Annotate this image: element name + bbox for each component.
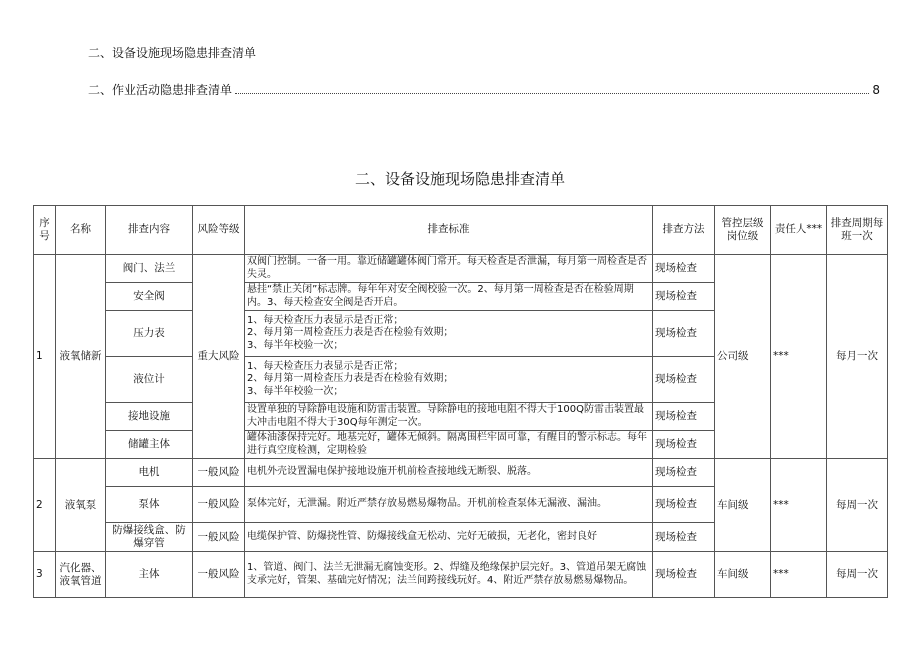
cell-name: 汽化器、液氧管道	[56, 552, 106, 598]
cell-risk: 一般风险	[193, 523, 245, 552]
cell-cycle: 每月一次	[827, 255, 888, 459]
cell-control: 车间级	[715, 552, 771, 598]
cell-content: 泵体	[106, 487, 193, 523]
header-cycle: 排查周期每班一次	[827, 206, 888, 255]
cell-method: 现场检查	[653, 311, 715, 357]
cell-control: 车间级	[715, 459, 771, 552]
toc-entry-label: 二、作业活动隐患排查清单	[88, 83, 233, 97]
cell-risk: 重大风险	[193, 255, 245, 459]
cell-standard: 双阀门控制。一备一用。靠近储罐罐体阀门常开。每天检查是否泄漏，每月第一周检查是否失灵。	[245, 255, 653, 283]
section-title: 二、设备设施现场隐患排查清单	[354, 170, 565, 188]
cell-standard: 罐体油漆保持完好。地基完好，罐体无倾斜。隔离围栏牢固可靠，有醒目的警示标志。每年进行真空度检测，定期检验	[245, 431, 653, 459]
cell-cycle: 每周一次	[827, 552, 888, 598]
cell-standard: 电缆保护管、防爆挠性管、防爆接线盒无松动、完好无破损，无老化，密封良好	[245, 523, 653, 552]
cell-control: 公司级	[715, 255, 771, 459]
cell-content: 压力表	[106, 311, 193, 357]
table-row	[34, 459, 888, 487]
cell-risk: 一般风险	[193, 552, 245, 598]
cell-standard: 设置单独的导除静电设施和防雷击装置。导除静电的接地电阻不得大于100Q防雷击装置最大冲击电阻不得大于30Q每年测定一次。	[245, 403, 653, 431]
table-row	[34, 552, 888, 598]
cell-content: 接地设施	[106, 403, 193, 431]
toc-entry-activities[interactable]	[88, 81, 880, 98]
cell-risk: 一般风险	[193, 487, 245, 523]
header-control: 管控层级岗位级	[715, 206, 771, 255]
cell-person: ***	[771, 459, 827, 552]
table-header-row	[34, 206, 888, 255]
cell-no: 3	[34, 552, 56, 598]
header-standard: 排查标准	[245, 206, 653, 255]
cell-content: 储罐主体	[106, 431, 193, 459]
header-no: 序号	[34, 206, 56, 255]
cell-content: 电机	[106, 459, 193, 487]
cell-risk: 一般风险	[193, 459, 245, 487]
cell-method: 现场检查	[653, 487, 715, 523]
header-person: 责任人***	[771, 206, 827, 255]
cell-person: ***	[771, 552, 827, 598]
toc-entry-equipment[interactable]	[88, 44, 256, 61]
cell-content: 主体	[106, 552, 193, 598]
cell-method: 现场检查	[653, 459, 715, 487]
header-name: 名称	[56, 206, 106, 255]
cell-name: 液氧泵	[56, 459, 106, 552]
cell-content: 防爆接线盒、防爆穿管	[106, 523, 193, 552]
cell-person: ***	[771, 255, 827, 459]
toc-entry-label: 二、设备设施现场隐患排查清单	[88, 46, 257, 60]
cell-no: 2	[34, 459, 56, 552]
cell-standard: 泵体完好，无泄漏。附近严禁存放易燃易爆物品。开机前检查泵体无漏液、漏油。	[245, 487, 653, 523]
header-risk: 风险等级	[193, 206, 245, 255]
cell-cycle: 每周一次	[827, 459, 888, 552]
toc-page-number: 8	[872, 83, 880, 97]
cell-content: 阀门、法兰	[106, 255, 193, 283]
cell-content: 液位计	[106, 357, 193, 403]
header-content: 排查内容	[106, 206, 193, 255]
cell-method: 现场检查	[653, 523, 715, 552]
cell-standard: 1、管道、阀门、法兰无泄漏无腐蚀变形。2、焊缝及绝缘保护层完好。3、管道吊架无腐蚀支承完好，管架、基础完好情况；法兰间跨接线玩好。4、附近严禁存放易燃易爆物品。	[245, 552, 653, 598]
cell-name: 液氧储新	[56, 255, 106, 459]
cell-method: 现场检查	[653, 403, 715, 431]
cell-method: 现场检查	[653, 255, 715, 283]
cell-standard: 1、每天检查压力表显示是否正常； 2、每月第一周检查压力表是否在检验有效期； 3、每半年校验一次；	[245, 311, 653, 357]
cell-method: 现场检查	[653, 431, 715, 459]
header-method: 排查方法	[653, 206, 715, 255]
table-row	[34, 255, 888, 283]
cell-method: 现场检查	[653, 357, 715, 403]
cell-content: 安全阀	[106, 283, 193, 311]
cell-no: 1	[34, 255, 56, 459]
cell-standard: 悬挂“禁止关闭”标志牌。每年年对安全阀校验一次。2、每月第一周检查是否在检验周期内。3、每天检查安全阀是否开启。	[245, 283, 653, 311]
cell-method: 现场检查	[653, 283, 715, 311]
cell-standard: 电机外壳设置漏电保护接地设施开机前检查接地线无断裂、脱落。	[245, 459, 653, 487]
cell-method: 现场检查	[653, 552, 715, 598]
toc-dot-leader	[235, 92, 869, 94]
inspection-table	[33, 205, 888, 598]
cell-standard: 1、每天检查压力表显示是否正常； 2、每月第一周检查压力表是否在检验有效期； 3、每半年校验一次；	[245, 357, 653, 403]
